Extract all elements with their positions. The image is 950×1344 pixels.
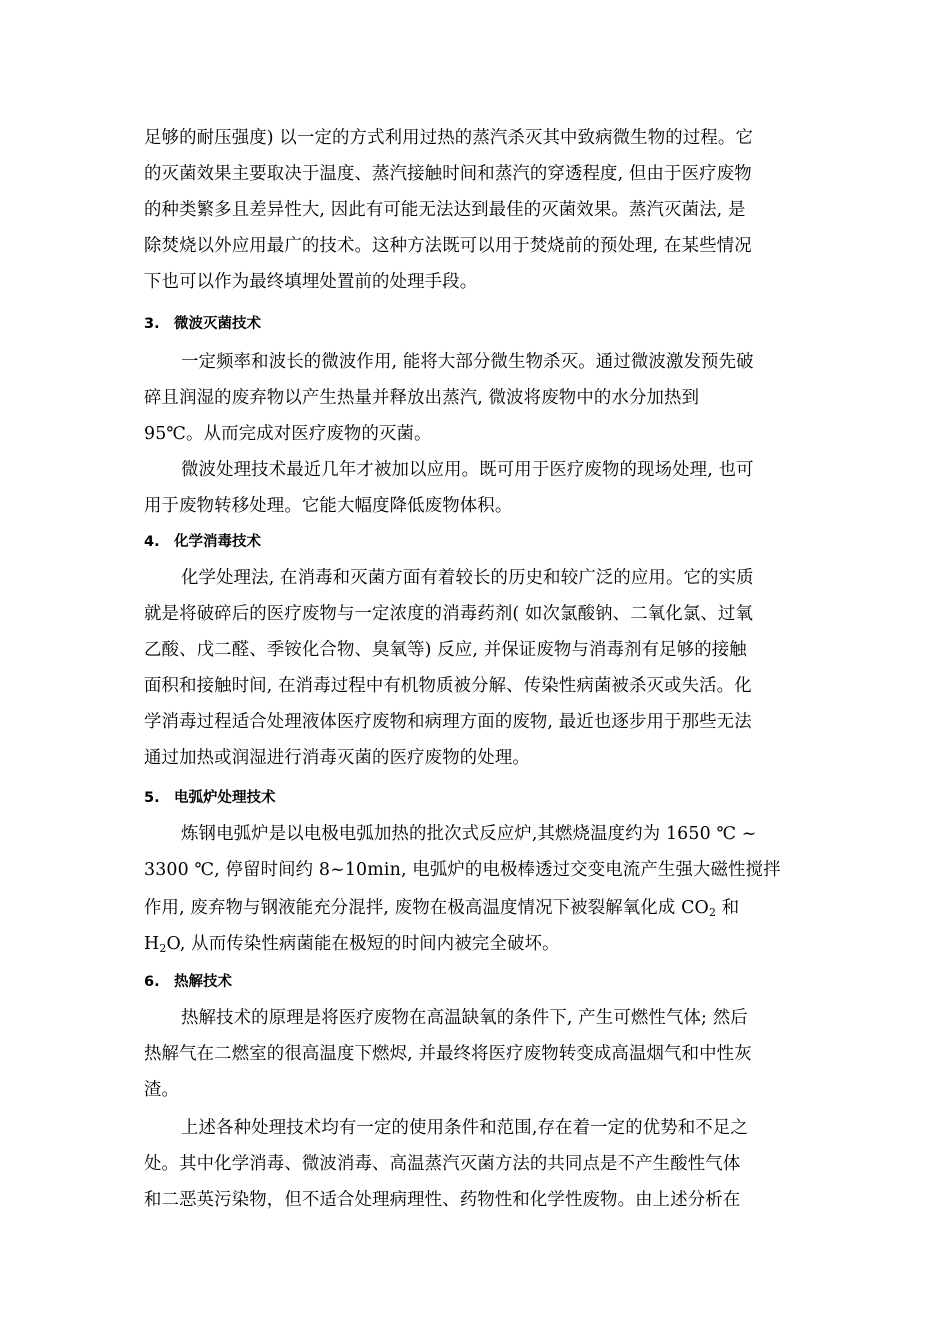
paragraph-line: 的灭菌效果主要取决于温度、蒸汽接触时间和蒸汽的穿透程度, 但由于医疗废物 xyxy=(144,164,752,184)
paragraph-line: 3300 ℃, 停留时间约 8~10min, 电弧炉的电极棒透过交变电流产生强大磁性搅拌 xyxy=(144,860,781,880)
paragraph-line: 用于废物转移处理。它能大幅度降低废物体积。 xyxy=(144,496,513,516)
paragraph-line: 处。其中化学消毒、微波消毒、高温蒸汽灭菌方法的共同点是不产生酸性气体 xyxy=(144,1154,741,1174)
paragraph-line: 渣。 xyxy=(144,1080,180,1100)
section-heading-microwave xyxy=(144,310,261,338)
paragraph-line: 和二恶英污染物，但不适合处理病理性、药物性和化学性废物。由上述分析在 xyxy=(144,1190,741,1210)
section-number: 5. xyxy=(144,790,160,806)
section-heading-chemical xyxy=(144,528,261,556)
paragraph-line: 乙酸、戊二醛、季铵化合物、臭氧等) 反应, 并保证废物与消毒剂有足够的接触 xyxy=(144,640,747,660)
section-title: 热解技术 xyxy=(174,974,232,990)
paragraph-line: 就是将破碎后的医疗废物与一定浓度的消毒药剂( 如次氯酸钠、二氧化氯、过氧 xyxy=(144,604,753,624)
section-number: 4. xyxy=(144,534,160,550)
section-title: 电弧炉处理技术 xyxy=(174,790,276,806)
section-heading-pyrolysis xyxy=(144,968,232,996)
section-heading-arc-furnace xyxy=(144,784,276,812)
text-run: H xyxy=(144,934,160,954)
text-run: 作用, 废弃物与钢液能充分混拌, 废物在极高温度情况下被裂解氧化成 CO xyxy=(144,898,709,918)
paragraph-line: 下也可以作为最终填埋处置前的处理手段。 xyxy=(144,272,478,292)
subscript: 2 xyxy=(708,906,717,919)
paragraph-line xyxy=(144,890,739,926)
paragraph-line: 上述各种处理技术均有一定的使用条件和范围,存在着一定的优势和不足之 xyxy=(181,1118,748,1138)
section-number: 6. xyxy=(144,974,160,990)
paragraph-line: 热解技术的原理是将医疗废物在高温缺氧的条件下, 产生可燃性气体; 然后 xyxy=(181,1008,748,1028)
paragraph-line: 一定频率和波长的微波作用, 能将大部分微生物杀灭。通过微波激发预先破 xyxy=(181,352,754,372)
paragraph-line: 除焚烧以外应用最广的技术。这种方法既可以用于焚烧前的预处理, 在某些情况 xyxy=(144,236,752,256)
paragraph-line: 面积和接触时间, 在消毒过程中有机物质被分解、传染性病菌被杀灭或失活。化 xyxy=(144,676,752,696)
paragraph-line: 炼钢电弧炉是以电极电弧加热的批次式反应炉,其燃烧温度约为 1650 ℃ ~ xyxy=(181,824,757,844)
paragraph-line: 学消毒过程适合处理液体医疗废物和病理方面的废物, 最近也逐步用于那些无法 xyxy=(144,712,752,732)
section-title: 化学消毒技术 xyxy=(174,534,261,550)
paragraph-line: 碎且润湿的废弃物以产生热量并释放出蒸汽, 微波将废物中的水分加热到 xyxy=(144,388,700,408)
paragraph-line: 微波处理技术最近几年才被加以应用。既可用于医疗废物的现场处理, 也可 xyxy=(181,460,754,480)
text-run: O, 从而传染性病菌能在极短的时间内被完全破坏。 xyxy=(166,934,560,954)
paragraph-line: 足够的耐压强度) 以一定的方式利用过热的蒸汽杀灭其中致病微生物的过程。它 xyxy=(144,128,753,148)
paragraph-line: 的种类繁多且差异性大, 因此有可能无法达到最佳的灭菌效果。蒸汽灭菌法, 是 xyxy=(144,200,746,220)
paragraph-line: 热解气在二燃室的很高温度下燃烬, 并最终将医疗废物转变成高温烟气和中性灰 xyxy=(144,1044,752,1064)
paragraph-line: 95℃。从而完成对医疗废物的灭菌。 xyxy=(144,424,432,444)
subscript: 2 xyxy=(159,942,167,955)
paragraph-line xyxy=(144,926,560,962)
paragraph-line: 通过加热或润湿进行消毒灭菌的医疗废物的处理。 xyxy=(144,748,530,768)
section-title: 微波灭菌技术 xyxy=(174,316,261,332)
paragraph-line: 化学处理法, 在消毒和灭菌方面有着较长的历史和较广泛的应用。它的实质 xyxy=(181,568,754,588)
section-number: 3. xyxy=(144,316,160,332)
text-run: 和 xyxy=(716,898,740,918)
